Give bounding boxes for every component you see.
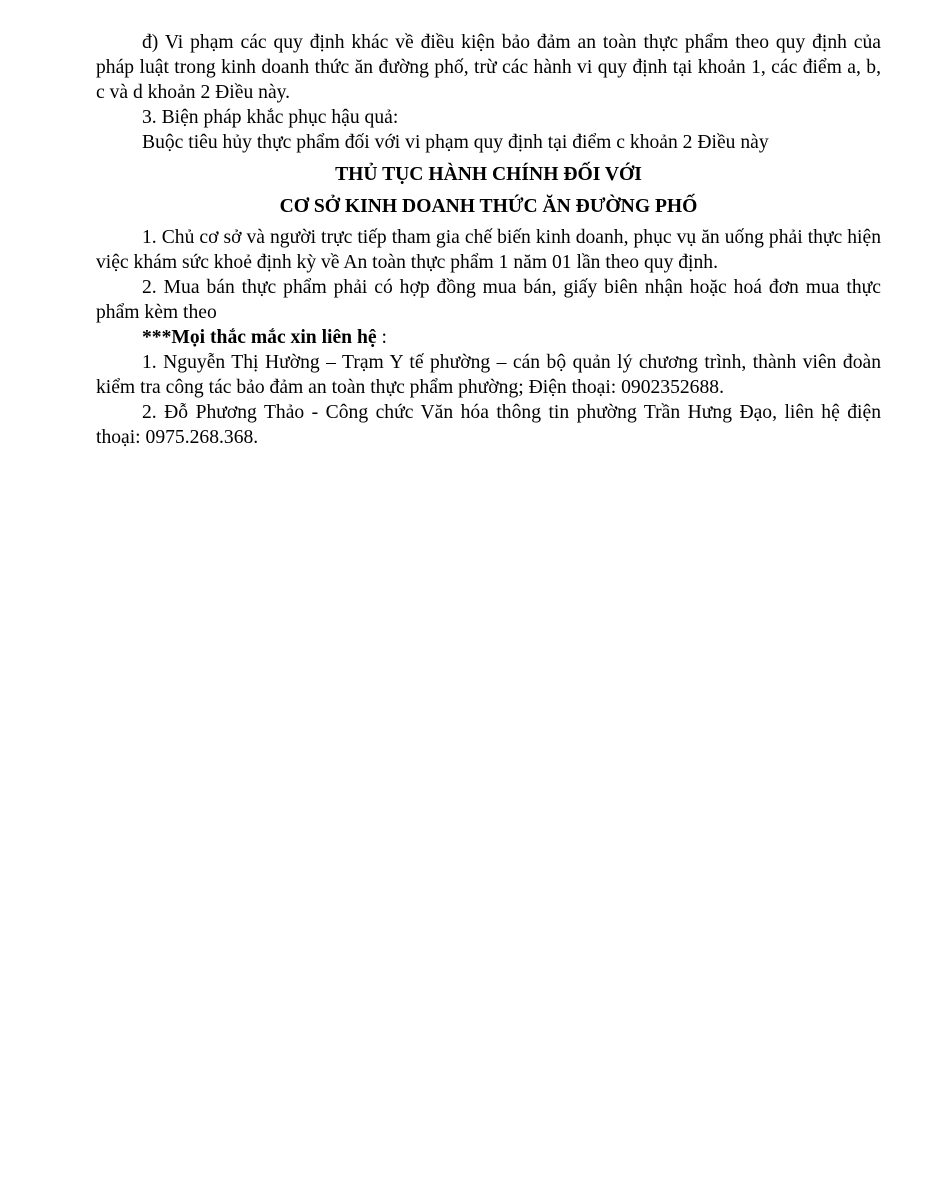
contact-heading-colon: : [376,327,387,348]
procedure-item-1: 1. Chủ cơ sở và người trực tiếp tham gia chế biến kinh doanh, phục vụ ăn uống phải thực hiện việc khám sức khoẻ định kỳ về An toàn thực phẩm 1 năm 01 lần theo quy định. [96,227,881,273]
paragraph-remedy-heading: 3. Biện pháp khắc phục hậu quả: [142,107,399,128]
contact-heading-label: ***Mọi thắc mắc xin liên hệ [142,327,377,348]
paragraph-item-d: đ) Vi phạm các quy định khác về điều kiện bảo đảm an toàn thực phẩm theo quy định của pháp luật trong kinh doanh thức ăn đường phố, trừ các hành vi quy định tại khoản 1, các điểm a, b, c và d khoản 2 Điều này. [96,32,881,103]
procedure-item-2: 2. Mua bán thực phẩm phải có hợp đồng mua bán, giấy biên nhận hoặc hoá đơn mua thực phẩm kèm theo [96,277,881,323]
section-title-line-1: THỦ TỤC HÀNH CHÍNH ĐỐI VỚI [335,164,642,185]
section-title-line-2: CƠ SỞ KINH DOANH THỨC ĂN ĐƯỜNG PHỐ [279,196,698,217]
document-page [96,30,881,450]
paragraph-remedy-text: Buộc tiêu hủy thực phẩm đối với vi phạm quy định tại điểm c khoản 2 Điều này [142,132,769,153]
section-title [96,159,881,223]
contact-heading [96,325,881,350]
contact-item-1: 1. Nguyễn Thị Hường – Trạm Y tế phường – cán bộ quản lý chương trình, thành viên đoàn kiểm tra công tác bảo đảm an toàn thực phẩm phường; Điện thoại: 0902352688. [96,352,881,398]
contact-item-2: 2. Đỗ Phương Thảo - Công chức Văn hóa thông tin phường Trần Hưng Đạo, liên hệ điện thoại: 0975.268.368. [96,402,881,448]
